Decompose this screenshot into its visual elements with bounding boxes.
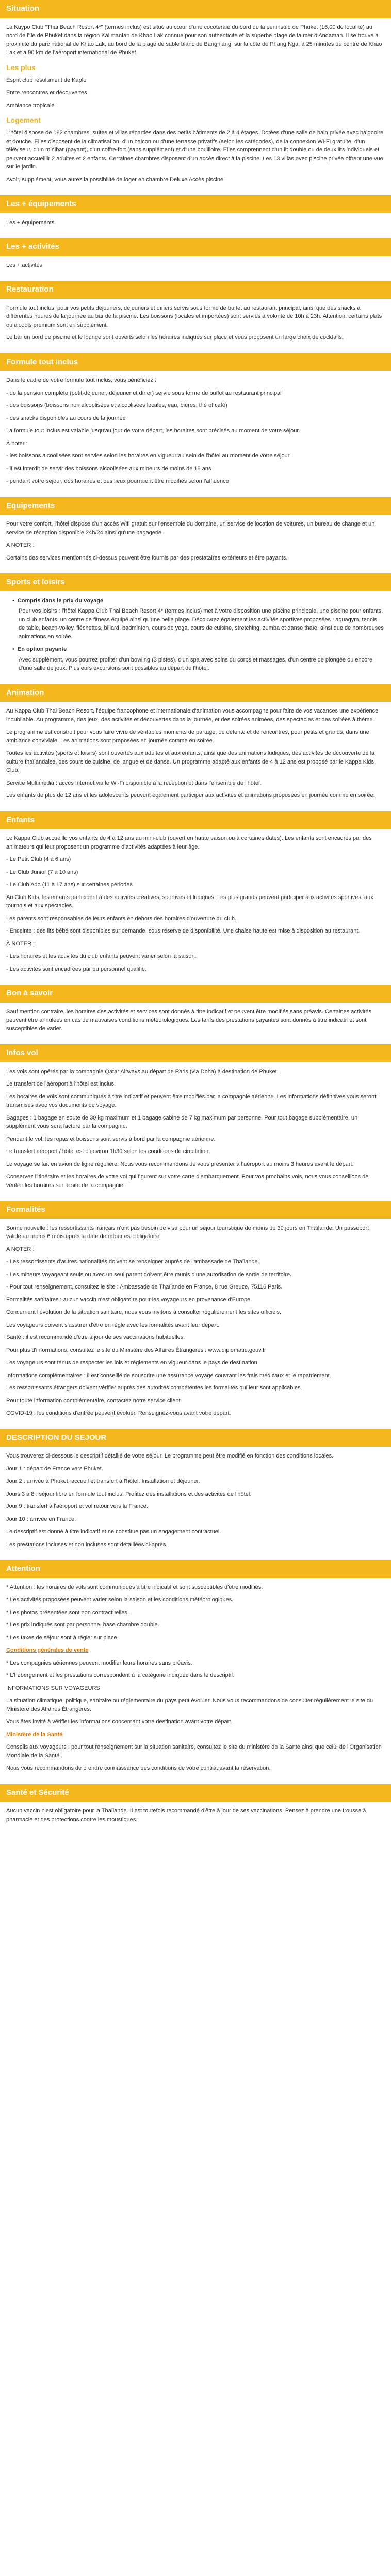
ministere-sante-link[interactable]: Ministère de la Santé <box>6 1731 63 1738</box>
formalites-note: - Les ressortissants d'autres nationalités doivent se renseigner auprès de l'ambassade de Thaïlande. <box>6 1259 259 1265</box>
formule-item: - les boissons alcoolisées sont servies selon les horaires en vigueur au sein de l'hôtel au moment de votre séjour <box>6 453 290 459</box>
restauration-text-2: Le bar en bord de piscine et le lounge sont ouverts selon les horaires indiqués sur place et vous proposent un large choix de cocktails. <box>6 334 344 341</box>
sante-text: Aucun vaccin n'est obligatoire pour la Thaïlande. Il est toutefois recommandé d'être à jour de ses vaccinations. Pensez à prendre une trousse à pharmacie et des protections contre les moustiques. <box>6 1808 366 1823</box>
enfants-header: Enfants <box>0 811 391 829</box>
description-day: Jour 10 : arrivée en France. <box>6 1516 76 1522</box>
restauration-body <box>0 299 391 353</box>
enfants-item: - Le Petit Club (4 à 6 ans) <box>6 856 71 862</box>
attention-item: * Les activités proposées peuvent varier selon la saison et les conditions météorologiques. <box>6 1597 234 1603</box>
attention-item: * Attention : les horaires de vols sont communiqués à titre indicatif et sont susceptibles d'être modifiés. <box>6 1584 263 1590</box>
formalites-text: COVID-19 : les conditions d'entrée peuvent évoluer. Renseignez-vous avant votre départ. <box>6 1410 231 1416</box>
restauration-text: Formule tout inclus: pour vos petits déjeuners, déjeuners et dîners servis sous forme de buffet au restaurant principal, ainsi que des snacks à différentes heures de la journée au bar de la piscine. Les boissons (locales et importées) sont servies à volonté de 10h à 23h. Attention: certains plats ou alcools premium sont en supplément. <box>6 304 382 328</box>
enfants-body <box>0 829 391 985</box>
description-day: Jour 9 : transfert à l'aéroport et vol retour vers la France. <box>6 1503 148 1510</box>
enfants-text-2: Au Club Kids, les enfants participent à des activités créatives, sportives et ludiques. Les plus grands peuvent participer aux activités sportives, aux tournois et aux spectacles. <box>6 894 373 909</box>
sante-body <box>0 1802 391 1835</box>
cgv-link[interactable]: Conditions générales de vente <box>6 1647 89 1653</box>
enfants-note: - Les horaires et les activités du club enfants peuvent varier selon la saison. <box>6 953 197 959</box>
attention-item: * Les photos présentées sont non contractuelles. <box>6 1609 129 1616</box>
logement-text-2: Avoir, supplément, vous aurez la possibilité de loger en chambre Deluxe Accès piscine. <box>6 176 225 183</box>
animation-text-2: Le programme est construit pour vous faire vivre de véritables moments de partage, de détente et de rencontres, pour petits et grands, dans une ambiance conviviale. Les animations sont proposées en journée comme en soirée. <box>6 729 369 744</box>
enfants-item: - Le Club Ado (11 à 17 ans) sur certaines périodes <box>6 882 133 888</box>
enfants-text-3: Les parents sont responsables de leurs enfants en dehors des horaires d'ouverture du club. <box>6 915 237 922</box>
activites-plus-body <box>0 256 391 281</box>
infos-vol-text-6: Le transfert aéroport / hôtel est d'environ 1h30 selon les conditions de circulation. <box>6 1148 210 1155</box>
infos-vol-header: Infos vol <box>0 1044 391 1062</box>
formule-note: La formule tout inclus est valable jusqu'au jour de votre départ, les horaires sont précisés au moment de votre séjour. <box>6 428 300 434</box>
attention-text: * L'hébergement et les prestations correspondent à la catégorie indiquée dans le descriptif. <box>6 1672 235 1679</box>
enfants-note-title: À NOTER : <box>6 940 35 947</box>
sports-list <box>6 597 385 673</box>
description-body <box>0 1447 391 1560</box>
formalites-text: Les voyageurs sont tenus de respecter les lois et règlements en vigueur dans le pays de destination. <box>6 1360 259 1366</box>
logement-title: Logement <box>6 116 41 124</box>
les-plus-title: Les plus <box>6 63 36 72</box>
equipements-note: Certains des services mentionnés ci-dessus peuvent être fournis par des prestataires extérieurs et être payants. <box>6 554 288 561</box>
formalites-text: Pour toute information complémentaire, contactez notre service client. <box>6 1397 182 1404</box>
restauration-header: Restauration <box>0 281 391 299</box>
formalites-text: Les ressortissants étrangers doivent vérifier auprès des autorités compétentes les formalités qui leur sont applicables. <box>6 1385 302 1391</box>
infos-vol-text-2: Le transfert de l'aéroport à l'hôtel est inclus. <box>6 1081 116 1087</box>
formalites-header: Formalités <box>0 1201 391 1219</box>
equipements-body <box>0 515 391 573</box>
animation-body <box>0 702 391 811</box>
sports-paid-title: En option payante <box>17 646 67 652</box>
description-text: Les prestations incluses et non incluses sont détaillées ci-après. <box>6 1541 168 1548</box>
equipements-text: Pour votre confort, l'hôtel dispose d'un accès Wifi gratuit sur l'ensemble du domaine, un service de location de voitures, un bureau de change et un service de réception disponible 24h/24 ainsi qu'une bagagerie. <box>6 521 375 536</box>
sports-included <box>12 597 385 641</box>
sports-paid <box>12 645 385 673</box>
formalites-text: Informations complémentaires : il est conseillé de souscrire une assurance voyage couvrant les frais médicaux et le rapatriement. <box>6 1372 331 1379</box>
description-day: Jour 2 : arrivée à Phuket, accueil et transfert à l'hôtel. Installation et déjeuner. <box>6 1478 200 1484</box>
formalites-text: Pour plus d'informations, consultez le site du Ministère des Affaires Étrangères : www.diplomatie.gouv.fr <box>6 1347 266 1353</box>
infos-vol-text-5: Pendant le vol, les repas et boissons sont servis à bord par la compagnie aérienne. <box>6 1136 216 1142</box>
formule-item: - de la pension complète (petit-déjeuner, déjeuner et dîner) servie sous forme de buffet au restaurant principal <box>6 389 282 396</box>
attention-item: * Les taxes de séjour sont à régler sur place. <box>6 1634 119 1641</box>
animation-text: Au Kappa Club Thai Beach Resort, l'équipe francophone et internationale d'animation vous accompagne pour faire de vos vacances une expérience inoubliable. Au programme, des jeux, des activités et découvertes dans la journée, et des soirées animées, des spectacles et des soirées à thème. <box>6 708 379 723</box>
sports-body <box>0 591 391 684</box>
bullet-icon: • <box>12 597 14 604</box>
attention-item: * Les prix indiqués sont par personne, base chambre double. <box>6 1622 159 1628</box>
logement-text: L'hôtel dispose de 182 chambres, suites et villas réparties dans des petits bâtiments de 2 à 4 étages. Dotées d'une salle de bain privée avec baignoire et douche. Elles disposent de la climatisation, d'un balcon ou d'une terrasse privatifs (selon les catégories), de la connexion Wi-Fi gratuite, d'un téléviseur, d'un minibar (payant), d'un coffre-fort (sans supplément) et d'une bouilloire. Elles comprennent d'un lit double ou de deux lits individuels et peuvent accueillir 2 adultes et 2 enfants. Certaines chambres disposent d'un accès direct à la piscine. Les 13 villas avec piscine privée offrent une vue sur le jardin. <box>6 130 384 170</box>
formule-item: - pendant votre séjour, des horaires et des lieux pourraient être modifiés selon l'affluence <box>6 478 229 484</box>
description-day: Jours 3 à 8 : séjour libre en formule tout inclus. Profitez des installations et des activités de l'hôtel. <box>6 1490 252 1497</box>
formalites-note: - Les mineurs voyageant seuls ou avec un seul parent doivent être munis d'une autorisation de sortie de territoire. <box>6 1271 292 1278</box>
infos-vol-text: Les vols sont opérés par la compagnie Qatar Airways au départ de Paris (via Doha) à destination de Phuket. <box>6 1068 279 1075</box>
description-text: Vous trouverez ci-dessous le descriptif détaillé de votre séjour. Le programme peut être modifié en fonction des conditions locales. <box>6 1453 334 1459</box>
sports-paid-text: Avec supplément, vous pourrez profiter d'un bowling (3 pistes), d'un spa avec soins du corps et massages, d'un centre de plongée ou encore d'une salle de jeux. Plusieurs excursions sont possibles au départ de l'hôtel. <box>19 656 373 671</box>
formalites-body <box>0 1219 391 1429</box>
formule-item: - des boissons (boissons non alcoolisées et alcoolisées locales, eau, bières, thé et café) <box>6 402 227 409</box>
formalites-note: - Pour tout renseignement, consultez le site : Ambassade de Thaïlande en France, 8 rue Greuze, 75116 Paris. <box>6 1284 283 1290</box>
les-plus-item: Ambiance tropicale <box>6 102 55 109</box>
bon-a-savoir-text: Sauf mention contraire, les horaires des activités et services sont donnés à titre indicatif et peuvent être modifiés sans préavis. Certaines activités peuvent être annulées en cas de mauvaises conditions météorologiques. Les tarifs des prestations payantes sont donnés à titre indicatif et sont susceptibles de varier. <box>6 1008 372 1032</box>
activites-plus-text: Les + activités <box>6 262 43 268</box>
equipements-plus-text: Les + équipements <box>6 219 55 226</box>
situation-header: Situation <box>0 0 391 18</box>
formalites-text-health: Formalités sanitaires : aucun vaccin n'est obligatoire pour les voyageurs en provenance d'Europe. <box>6 1296 252 1303</box>
animation-text-5: Les enfants de plus de 12 ans et les adolescents peuvent également participer aux activités et animations proposées en journée comme en soirée. <box>6 792 375 799</box>
formule-note-title: À noter : <box>6 440 28 447</box>
bullet-icon: • <box>12 646 14 652</box>
situation-text: La Kaypo Club "Thai Beach Resort 4*" (termes inclus) est situé au cœur d'une cocoteraie du bord de la péninsule de Phuket (16,00 de localité) au nord de l'île de Phuket dans la région Kalimantan de Khao Lak connue pour son authenticité et la superbe plage de la mer d'Andaman. Il se trouve à proximité du parc national de Khao Lak, au bord de la plage de sable blanc de Bangniang, sur la côte de Phang Nga, à 25 minutes du centre de Khao Lak et à 90 km de l'aéroport international de Phuket. <box>6 24 382 56</box>
animation-text-3: Toutes les activités (sports et loisirs) sont ouvertes aux adultes et aux enfants, ainsi que des animations ludiques, des activités de découverte de la culture thaïlandaise, des cours de cuisine, de langue et de danse. Un programme adapté aux enfants de 4 à 12 ans est proposé par le Kappa Kids Club. <box>6 750 375 773</box>
attention-header: Attention <box>0 1560 391 1578</box>
attention-body <box>0 1578 391 1784</box>
equipements-plus-body <box>0 213 391 239</box>
infos-vol-text-4: Bagages : 1 bagage en soute de 30 kg maximum et 1 bagage cabine de 7 kg maximum par personne. Pour tout bagage supplémentaire, un supplément vous sera facturé par la compagnie. <box>6 1114 358 1129</box>
formalites-text: Bonne nouvelle : les ressortissants français n'ont pas besoin de visa pour un séjour touristique de moins de 30 jours en Thaïlande. Un passeport valide au moins 6 mois après la date de retour est obligatoire. <box>6 1225 369 1240</box>
enfants-item: - Le Club Junior (7 à 10 ans) <box>6 869 78 875</box>
enfants-text: Le Kappa Club accueille vos enfants de 4 à 12 ans au mini-club (ouvert en haute saison ou à certaines dates). Les enfants sont encadrés par des animateurs qui leur proposent un programme d'activités adaptées à leur âge. <box>6 835 372 850</box>
infos-vol-text-8: Conservez l'itinéraire et les horaires de votre vol qui figurent sur votre carte d'embarquement. Pour vos prochains vols, nous vous conseillons de vérifier les horaires sur le site de la compagnie. <box>6 1174 369 1189</box>
attention-text: Vous êtes invité à vérifier les informations concernant votre destination avant votre départ. <box>6 1719 233 1725</box>
bon-a-savoir-header: Bon à savoir <box>0 985 391 1003</box>
animation-header: Animation <box>0 684 391 702</box>
activites-plus-header: Les + activités <box>0 238 391 256</box>
formalites-text: Santé : il est recommandé d'être à jour de ses vaccinations habituelles. <box>6 1334 185 1341</box>
sports-included-title: Compris dans le prix du voyage <box>17 597 104 604</box>
description-day: Jour 1 : départ de France vers Phuket. <box>6 1465 103 1472</box>
situation-body <box>0 18 391 196</box>
formalites-text: Concernant l'évolution de la situation sanitaire, nous vous invitons à consulter régulièrement les sites officiels. <box>6 1309 282 1315</box>
attention-text: Nous vous recommandons de prendre connaissance des conditions de votre contrat avant la réservation. <box>6 1765 271 1771</box>
attention-text: * Les compagnies aériennes peuvent modifier leurs horaires sans préavis. <box>6 1659 192 1666</box>
formule-item: - il est interdit de servir des boissons alcoolisées aux mineurs de moins de 18 ans <box>6 465 211 472</box>
les-plus-item: Entre rencontres et découvertes <box>6 90 87 96</box>
les-plus-item: Esprit club résolument de Kaplo <box>6 77 87 83</box>
attention-text: Conseils aux voyageurs : pour tout renseignement sur la situation sanitaire, consultez le site du ministère de la Santé ainsi que celui de l'Organisation Mondiale de la Santé. <box>6 1744 382 1759</box>
enfants-note-2: - Les activités sont encadrées par du personnel qualifié. <box>6 965 147 972</box>
equipements-note-title: A NOTER : <box>6 542 35 548</box>
infos-vol-body <box>0 1062 391 1201</box>
formule-body <box>0 371 391 497</box>
bon-a-savoir-body <box>0 1003 391 1045</box>
infos-vol-text-3: Les horaires de vols sont communiqués à titre indicatif et peuvent être modifiés par la compagnie aérienne. Les informations définitives vous seront transmises avec vos documents de voyage. <box>6 1093 377 1108</box>
description-text: Le descriptif est donné à titre indicatif et ne constitue pas un engagement contractuel. <box>6 1529 221 1535</box>
attention-subtitle: INFORMATIONS SUR VOYAGEURS <box>6 1685 100 1691</box>
description-header: DESCRIPTION DU SEJOUR <box>0 1429 391 1447</box>
enfants-text-4: - Enceinte : des lits bébé sont disponibles sur demande, sous réserve de disponibilité. Une chaise haute est mise à disposition au restaurant. <box>6 928 360 934</box>
equipements-header: Equipements <box>0 497 391 515</box>
formalites-note-title: A NOTER : <box>6 1246 35 1252</box>
formalites-text: Les voyageurs doivent s'assurer d'être en règle avec les formalités avant leur départ. <box>6 1321 220 1328</box>
animation-text-4: Service Multimédia : accès Internet via le Wi-Fi disponible à la réception et dans l'ensemble de l'hôtel. <box>6 779 262 786</box>
sports-header: Sports et loisirs <box>0 573 391 591</box>
formule-item: - des snacks disponibles au cours de la journée <box>6 415 126 421</box>
sports-included-text: Pour vos loisirs : l'hôtel Kappa Club Thai Beach Resort 4* (termes inclus) met à votre disposition une piscine principale, une piscine pour enfants, un club enfants, un centre de fitness équipé ainsi qu'une belle plage. Découvrez également les activités sportives proposées : aquagym, tennis de table, beach-volley, fléchettes, billard, badminton, cours de yoga, cours de cuisine, stretching, zumba et danse thaïe, ainsi que de nombreuses animations en soirée. <box>19 608 384 640</box>
attention-text: La situation climatique, politique, sanitaire ou réglementaire du pays peut évoluer. Nous vous recommandons de consulter régulièrement le site du Ministère des Affaires Étrangères. <box>6 1698 373 1713</box>
formule-intro: Dans le cadre de votre formule tout inclus, vous bénéficiez : <box>6 377 157 383</box>
equipements-plus-header: Les + équipements <box>0 195 391 213</box>
formule-header: Formule tout inclus <box>0 353 391 371</box>
infos-vol-text-7: Le voyage se fait en avion de ligne régulière. Nous vous recommandons de vous présenter à l'aéroport au moins 3 heures avant le départ. <box>6 1161 354 1167</box>
sante-header: Santé et Sécurité <box>0 1784 391 1802</box>
